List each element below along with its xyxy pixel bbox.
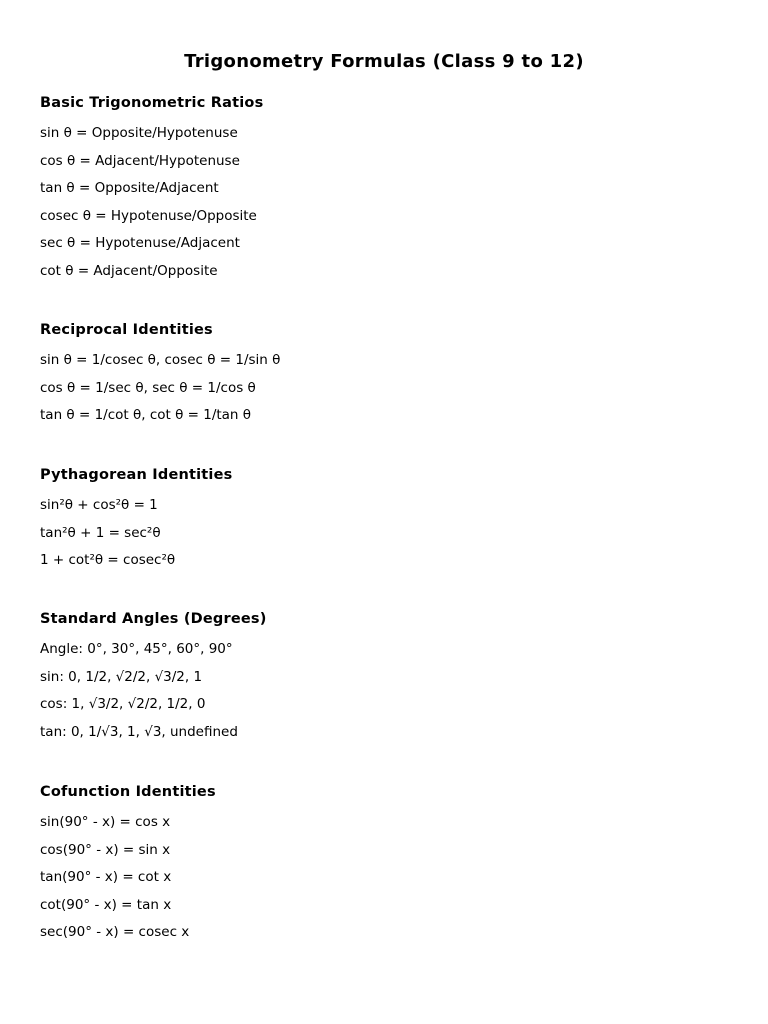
formula-item: sec θ = Hypotenuse/Adjacent bbox=[40, 235, 240, 252]
formula-list bbox=[40, 351, 720, 424]
section-heading: Pythagorean Identities bbox=[40, 467, 233, 483]
section-reciprocal-identities bbox=[40, 321, 720, 434]
formula-item: tan²θ + 1 = sec²θ bbox=[40, 524, 161, 541]
formula-item: cosec θ = Hypotenuse/Opposite bbox=[40, 207, 257, 224]
formula-item: cos θ = 1/sec θ, sec θ = 1/cos θ bbox=[40, 379, 256, 396]
formula-item: cot θ = Adjacent/Opposite bbox=[40, 262, 218, 279]
formula-item: sin θ = Opposite/Hypotenuse bbox=[40, 125, 238, 141]
formula-item: sin(90° - x) = cos x bbox=[40, 814, 171, 830]
formula-item: cot(90° - x) = tan x bbox=[40, 896, 172, 913]
formula-item: tan: 0, 1/√3, 1, √3, undefined bbox=[40, 723, 238, 740]
formula-item: Angle: 0°, 30°, 45°, 60°, 90° bbox=[40, 641, 233, 657]
formula-list bbox=[40, 640, 720, 741]
section-heading: Reciprocal Identities bbox=[40, 322, 213, 338]
section-basic-ratios bbox=[40, 94, 720, 290]
formula-item: sin²θ + cos²θ = 1 bbox=[40, 497, 158, 513]
section-heading: Standard Angles (Degrees) bbox=[40, 611, 267, 627]
formula-item: sec(90° - x) = cosec x bbox=[40, 924, 190, 941]
section-heading: Basic Trigonometric Ratios bbox=[40, 95, 264, 111]
formula-item: sin θ = 1/cosec θ, cosec θ = 1/sin θ bbox=[40, 352, 281, 368]
formula-item: 1 + cot²θ = cosec²θ bbox=[40, 552, 176, 569]
formula-item: tan θ = 1/cot θ, cot θ = 1/tan θ bbox=[40, 407, 252, 424]
formula-item: sin: 0, 1/2, √2/2, √3/2, 1 bbox=[40, 668, 203, 685]
formula-item: tan(90° - x) = cot x bbox=[40, 869, 172, 886]
formula-item: cos θ = Adjacent/Hypotenuse bbox=[40, 152, 240, 169]
formula-item: cos: 1, √3/2, √2/2, 1/2, 0 bbox=[40, 696, 206, 713]
formula-list bbox=[40, 124, 720, 280]
formula-item: cos(90° - x) = sin x bbox=[40, 841, 171, 858]
section-cofunction-identities bbox=[40, 783, 720, 951]
section-heading: Cofunction Identities bbox=[40, 784, 216, 800]
section-standard-angles bbox=[40, 610, 720, 750]
section-pythagorean-identities bbox=[40, 466, 720, 579]
formula-item: tan θ = Opposite/Adjacent bbox=[40, 180, 219, 197]
formula-list bbox=[40, 813, 720, 941]
formula-list bbox=[40, 496, 720, 569]
page-title: Trigonometry Formulas (Class 9 to 12) bbox=[184, 51, 584, 73]
